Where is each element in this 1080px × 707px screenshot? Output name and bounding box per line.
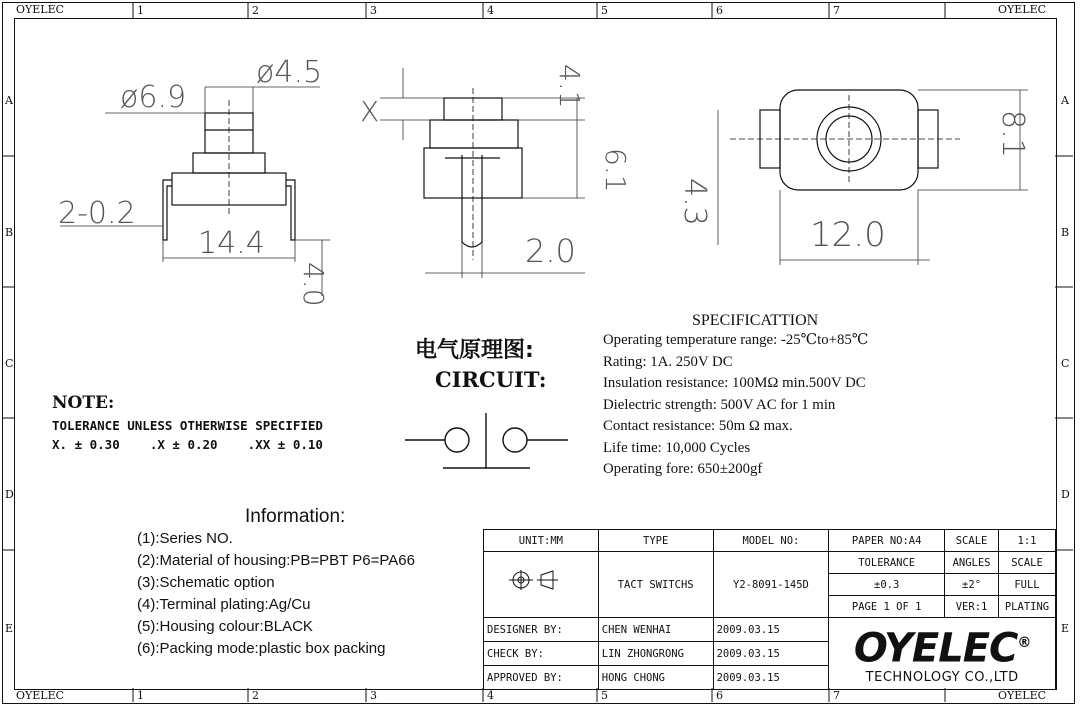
designer-date: 2009.03.15 bbox=[713, 618, 829, 642]
left-view bbox=[163, 100, 295, 240]
model-header: MODEL NO: bbox=[713, 530, 829, 552]
col-4-top: 4 bbox=[487, 4, 494, 17]
col-6-top: 6 bbox=[716, 4, 723, 17]
corner-brand-bottom-right: OYELEC bbox=[998, 689, 1047, 702]
col-1-top: 1 bbox=[137, 4, 144, 17]
information-item: (6):Packing mode:plastic box packing bbox=[137, 640, 386, 657]
information-item: (2):Material of housing:PB=PBT P6=PA66 bbox=[137, 552, 415, 569]
check-label: CHECK BY: bbox=[484, 642, 599, 666]
row-b-left: B bbox=[5, 226, 14, 239]
dim-diameter-4-5: ø4.5 bbox=[256, 55, 323, 90]
approved-date: 2009.03.15 bbox=[713, 666, 829, 690]
spec-line: Operating fore: 650±200gf bbox=[603, 461, 763, 477]
dim-2-0: 2.0 bbox=[525, 232, 576, 270]
col-1-bottom: 1 bbox=[137, 689, 144, 702]
tolerance-header: TOLERANCE bbox=[829, 552, 945, 574]
row-d-right: D bbox=[1061, 488, 1070, 501]
row-d-left: D bbox=[5, 488, 14, 501]
dim-pin-2-0-2: 2-0.2 bbox=[58, 196, 136, 231]
dim-x: X bbox=[360, 95, 380, 128]
logo-text: OYELEC bbox=[853, 624, 1018, 671]
paper-cell: PAPER NO:A4 bbox=[829, 530, 945, 552]
dim-6-1: 6.1 bbox=[599, 148, 632, 193]
dim-height-4-0: 4.0 bbox=[297, 262, 330, 307]
dim-8-1: 8.1 bbox=[995, 110, 1030, 158]
oyelec-logo bbox=[829, 623, 1055, 671]
designer-label: DESIGNER BY: bbox=[484, 618, 599, 642]
row-a-left: A bbox=[5, 94, 13, 107]
col-3-bottom: 3 bbox=[370, 689, 377, 702]
dim-diameter-6-9: ø6.9 bbox=[120, 80, 187, 115]
spec-line: Life time: 10,000 Cycles bbox=[603, 439, 751, 456]
left-view-dims bbox=[60, 87, 330, 296]
col-6-bottom: 6 bbox=[716, 689, 723, 702]
information-list bbox=[137, 528, 415, 660]
circuit-symbol bbox=[405, 413, 568, 468]
approved-name: HONG CHONG bbox=[598, 666, 713, 690]
row-a-right: A bbox=[1061, 94, 1069, 107]
circuit-title-cn: 电气原理图: bbox=[415, 338, 534, 363]
company-name: TECHNOLOGY CO.,LTD bbox=[865, 669, 1019, 685]
unit-cell: UNIT:MM bbox=[484, 530, 599, 552]
col-2-top: 2 bbox=[252, 4, 259, 17]
top-view bbox=[730, 90, 960, 190]
col-7-bottom: 7 bbox=[833, 689, 840, 702]
spec-line: Operating temperature range: -25℃to+85℃ bbox=[603, 332, 869, 348]
projection-cell bbox=[484, 552, 599, 618]
note-heading: NOTE: bbox=[52, 393, 115, 413]
row-e-left: E bbox=[5, 622, 14, 635]
check-name: LIN ZHONGRONG bbox=[598, 642, 713, 666]
angles-value: ±2° bbox=[945, 574, 999, 596]
dim-4-3: 4.3 bbox=[677, 178, 712, 226]
scale2-value: FULL bbox=[999, 574, 1056, 596]
spec-list bbox=[603, 330, 868, 481]
note-tolerance-values: X. ± 0.30 .X ± 0.20 .XX ± 0.10 bbox=[52, 437, 323, 452]
model-value: Y2-8091-145D bbox=[713, 552, 829, 618]
corner-brand-bottom-left: OYELEC bbox=[16, 689, 65, 702]
information-item: (3):Schematic option bbox=[137, 574, 275, 591]
spec-title: SPECIFICATTION bbox=[692, 312, 819, 329]
designer-name: CHEN WENHAI bbox=[598, 618, 713, 642]
row-b-right: B bbox=[1061, 226, 1070, 239]
row-e-right: E bbox=[1061, 622, 1070, 635]
title-block bbox=[483, 529, 1056, 690]
scale2-header: SCALE bbox=[999, 552, 1056, 574]
spec-line: Insulation resistance: 100MΩ min.500V DC bbox=[603, 375, 866, 391]
scale-value: 1:1 bbox=[999, 530, 1056, 552]
col-4-bottom: 4 bbox=[487, 689, 494, 702]
plating-cell: PLATING bbox=[999, 596, 1056, 618]
side-view bbox=[424, 88, 522, 260]
spec-line: Rating: 1A. 250V DC bbox=[603, 353, 733, 370]
angles-header: ANGLES bbox=[945, 552, 999, 574]
company-logo-cell bbox=[829, 618, 1056, 690]
information-title: Information: bbox=[245, 506, 346, 527]
corner-brand-top-right: OYELEC bbox=[998, 3, 1047, 16]
col-7-top: 7 bbox=[833, 4, 840, 17]
information-item: (4):Terminal plating:Ag/Cu bbox=[137, 596, 311, 613]
scale-header: SCALE bbox=[945, 530, 999, 552]
type-value: TACT SWITCHS bbox=[598, 552, 713, 618]
dim-12-0: 12.0 bbox=[810, 215, 886, 255]
dim-width-14-4: 14.4 bbox=[198, 226, 265, 261]
type-header: TYPE bbox=[598, 530, 713, 552]
corner-brand-top-left: OYELEC bbox=[16, 3, 65, 16]
row-c-right: C bbox=[1061, 357, 1070, 370]
tolerance-value: ±0.3 bbox=[829, 574, 945, 596]
approved-label: APPROVED BY: bbox=[484, 666, 599, 690]
note-tolerance-line: TOLERANCE UNLESS OTHERWISE SPECIFIED bbox=[52, 418, 323, 433]
col-3-top: 3 bbox=[370, 4, 377, 17]
check-date: 2009.03.15 bbox=[713, 642, 829, 666]
row-c-left: C bbox=[5, 357, 14, 370]
page-cell: PAGE 1 OF 1 bbox=[829, 596, 945, 618]
version-cell: VER:1 bbox=[945, 596, 999, 618]
col-5-top: 5 bbox=[601, 4, 608, 17]
information-item: (1):Series NO. bbox=[137, 530, 233, 547]
col-2-bottom: 2 bbox=[252, 689, 259, 702]
spec-line: Dielectric strength: 500V AC for 1 min bbox=[603, 396, 836, 413]
spec-line: Contact resistance: 50m Ω max. bbox=[603, 418, 793, 434]
circuit-title-en: CIRCUIT: bbox=[435, 367, 547, 392]
dim-4-1: 4.1 bbox=[553, 64, 586, 109]
col-5-bottom: 5 bbox=[601, 689, 608, 702]
registered-mark: ® bbox=[1017, 634, 1031, 651]
information-item: (5):Housing colour:BLACK bbox=[137, 618, 313, 635]
